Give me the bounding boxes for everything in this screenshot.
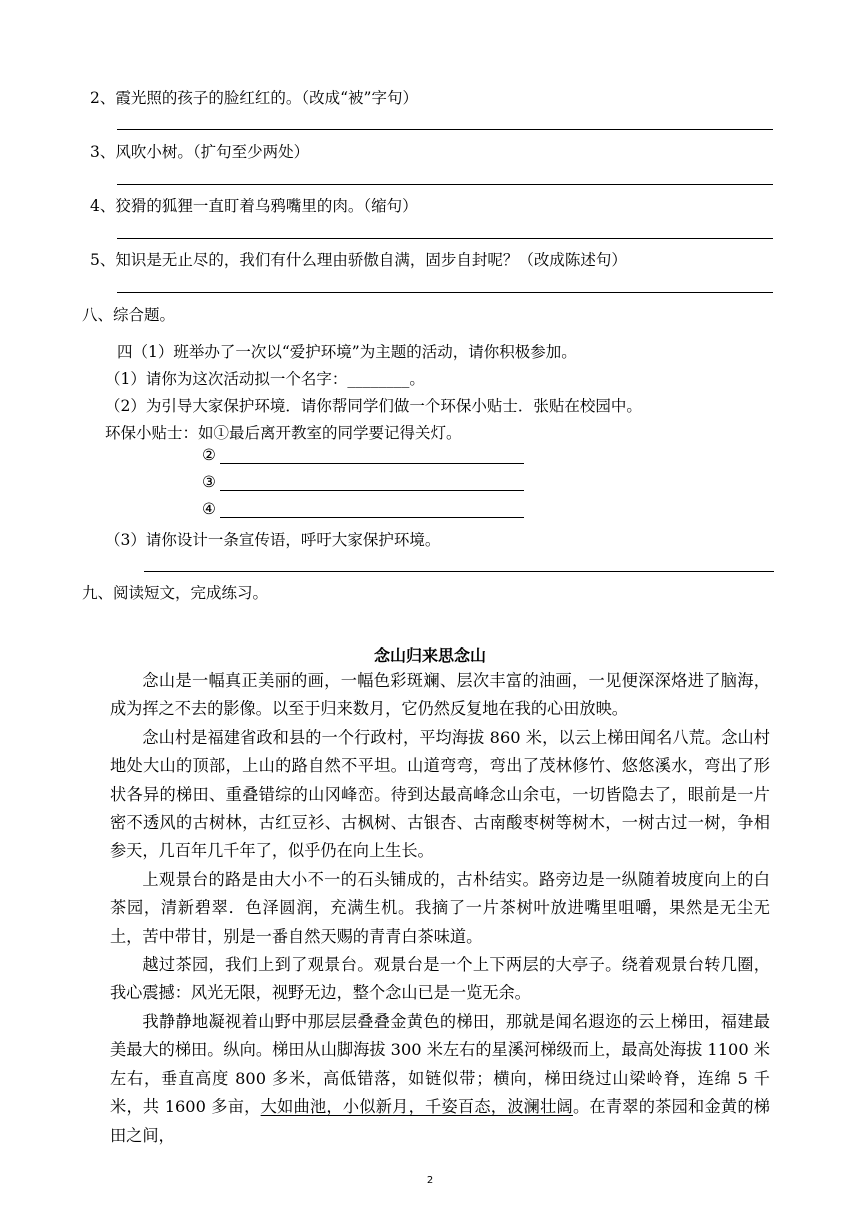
- tips-label: 环保小贴士：如①最后离开教室的同学要记得关灯。: [105, 424, 462, 442]
- section-8-item-1: （1）请你为这次活动拟一个名字：________。: [105, 370, 425, 388]
- section-8-intro: 四（1）班举办了一次以“爱护环境”为主题的活动，请你积极参加。: [117, 343, 577, 361]
- section-8-item-2: （2）为引导大家保护环境．请你帮同学们做一个环保小贴士．张贴在校园中。: [105, 397, 642, 415]
- paragraph-5-text-b: 。在青翠的茶园和金黄的梯田之间，: [110, 1097, 770, 1145]
- question-5: 5、知识是无止尽的，我们有什么理由骄傲自满，固步自封呢？（改成陈述句）: [90, 251, 627, 269]
- section-8-heading: 八、综合题。: [82, 306, 176, 324]
- article-body: [110, 667, 770, 1150]
- section-8-item-3: （3）请你设计一条宣传语，呼吁大家保护环境。: [105, 531, 441, 549]
- answer-line-q5[interactable]: [117, 292, 773, 293]
- article-title: 念山归来思念山: [373, 646, 486, 665]
- question-2: 2、霞光照的孩子的脸红红的。（改成“被”字句）: [90, 89, 418, 107]
- paragraph-5-underlined-phrase: 大如曲池，小似新月，千姿百态，波澜壮阔: [260, 1097, 573, 1117]
- paragraph-2: 念山村是福建省政和县的一个行政村，平均海拔 860 米，以云上梯田闻名八荒。念山村地处大山的顶部，上山的路自然不平坦。山道弯弯，弯出了茂林修竹、悠悠溪水，弯出了形状各异的梯田、重叠错综的山冈峰峦。待到达最高峰念山余屯，一切皆隐去了，眼前是一片密不透风的古树林，古红豆衫、古枫树、古银杏、古南酸枣树等树木，一树古过一树，争相参天，几百年几千年了，似乎仍在向上生长。: [110, 727, 770, 861]
- paragraph-5: [110, 1008, 770, 1150]
- slogan-answer-line[interactable]: [144, 571, 774, 572]
- section-9-heading: 九、阅读短文，完成练习。: [82, 584, 269, 602]
- tip-3-line[interactable]: [220, 490, 524, 491]
- paragraph-1: 念山是一幅真正美丽的画，一幅色彩斑斓、层次丰富的油画，一见便深深烙进了脑海，成为挥之不去的影像。以至于归来数月，它仍然反复地在我的心田放映。: [110, 671, 770, 719]
- question-4: 4、狡猾的狐狸一直盯着乌鸦嘴里的肉。（缩句）: [90, 197, 418, 215]
- paragraph-4: 越过茶园，我们上到了观景台。观景台是一个上下两层的大亭子。绕着观景台转几圈，我心震撼：风光无限，视野无边，整个念山已是一览无余。: [110, 955, 770, 1003]
- paragraph-5-text-a: 我静静地凝视着山野中那层层叠叠金黄色的梯田，那就是闻名遐迩的云上梯田，福建最美最大的梯田。纵向。梯田从山脚海拔 300 米左右的星溪河梯级而上，最高处海拔 1100 米左右，垂直高度 800 多米，高低错落，如链似带；横向，梯田绕过山梁岭脊，连绵 5 千米，共 1600 多亩，: [110, 1011, 770, 1117]
- paragraph-3: 上观景台的路是由大小不一的石头铺成的，古朴结实。路旁边是一纵随着坡度向上的白茶园，清新碧翠．色泽圆润，充满生机。我摘了一片茶树叶放进嘴里咀嚼，果然是无尘无土，苦中带甘，别是一番自然天赐的青青白茶味道。: [110, 869, 770, 946]
- tip-4-marker: ④: [202, 500, 216, 518]
- tip-4-line[interactable]: [220, 517, 524, 518]
- tip-2-marker: ②: [202, 446, 216, 464]
- tip-2-line[interactable]: [220, 463, 524, 464]
- tip-3-marker: ③: [202, 473, 216, 491]
- page-number: 2: [426, 1175, 434, 1186]
- answer-line-q3[interactable]: [117, 184, 773, 185]
- question-3: 3、风吹小树。（扩句至少两处）: [90, 143, 310, 161]
- answer-line-q2[interactable]: [117, 129, 773, 130]
- answer-line-q4[interactable]: [117, 238, 773, 239]
